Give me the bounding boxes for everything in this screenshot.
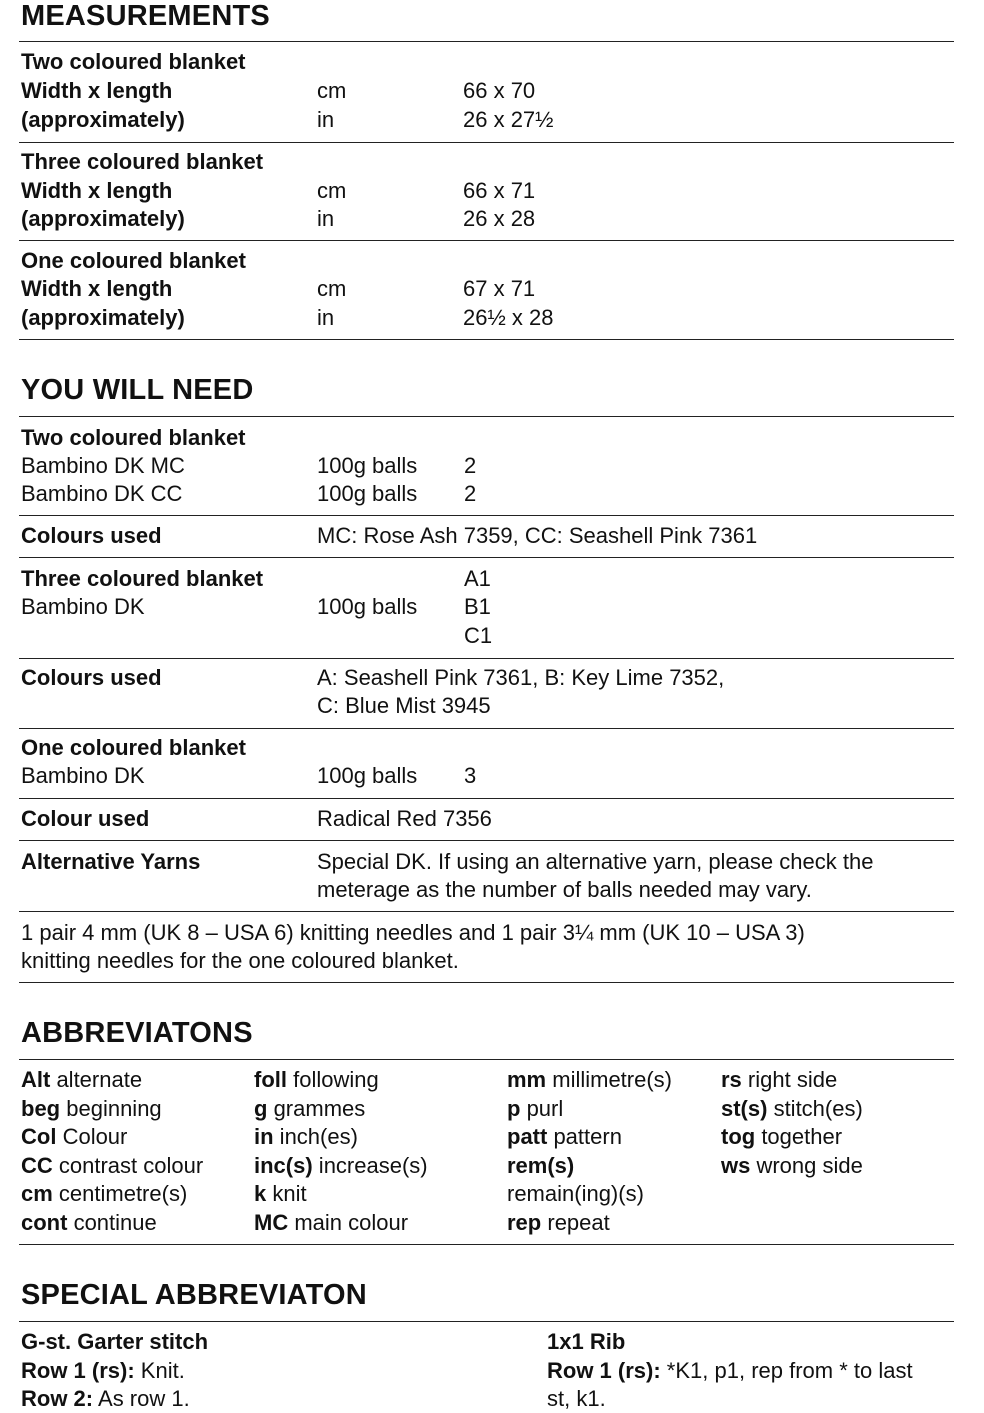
yarn-count: A1 — [464, 566, 491, 591]
abbreviation-item — [254, 1209, 408, 1238]
abbreviation-item — [507, 1066, 672, 1095]
abbreviation-meaning: right side — [741, 1067, 838, 1092]
divider — [19, 1059, 954, 1060]
colours-value: MC: Rose Ash 7359, CC: Seashell Pink 7361 — [317, 523, 758, 548]
size-cm: 67 x 71 — [463, 276, 536, 301]
stitch-row — [21, 1385, 190, 1413]
divider — [19, 142, 954, 143]
stitch-row-continued: st, k1. — [547, 1386, 606, 1411]
alt-text: Special DK. If using an alternative yarn, please check the — [317, 849, 874, 874]
abbreviation-key: st(s) — [721, 1095, 768, 1121]
abbreviation-meaning: alternate — [50, 1067, 143, 1092]
divider — [19, 728, 954, 729]
abbreviation-item — [721, 1123, 842, 1152]
stitch-row — [547, 1357, 913, 1385]
stitch-title: G-st. Garter stitch — [21, 1329, 209, 1354]
yarn-name: Bambino DK MC — [21, 453, 185, 478]
abbreviation-item — [507, 1180, 644, 1209]
yarn-count: B1 — [464, 594, 491, 619]
alt-label: Alternative Yarns — [21, 849, 201, 874]
row-text: As row 1. — [93, 1386, 190, 1411]
abbreviation-item — [21, 1209, 157, 1238]
colours-label: Colours used — [21, 523, 162, 548]
yarn-qty: 100g balls — [317, 453, 418, 478]
divider — [19, 557, 954, 558]
measurements-heading: MEASUREMENTS — [21, 0, 270, 32]
abbreviation-key: inc(s) — [254, 1152, 313, 1178]
size-in: 26 x 28 — [463, 206, 536, 231]
abbreviation-key: Alt — [21, 1067, 51, 1092]
you-will-need-heading: YOU WILL NEED — [21, 374, 254, 406]
unit-cm: cm — [317, 178, 347, 203]
block-title: Two coloured blanket — [21, 425, 246, 450]
colours-label: Colour used — [21, 806, 150, 831]
abbreviation-meaning: centimetre(s) — [52, 1181, 188, 1207]
row-label: Row 2: — [21, 1386, 94, 1411]
divider — [19, 911, 954, 912]
colours-value: Radical Red 7356 — [317, 806, 492, 831]
abbreviation-meaning: contrast colour — [52, 1152, 204, 1178]
abbreviation-key: rep — [507, 1210, 542, 1235]
size-in: 26½ x 28 — [463, 305, 554, 330]
abbreviation-meaning: repeat — [541, 1210, 610, 1235]
divider — [19, 1244, 954, 1245]
colours-value: A: Seashell Pink 7361, B: Key Lime 7352, — [317, 665, 725, 690]
abbreviation-item — [254, 1180, 307, 1209]
divider — [19, 840, 954, 841]
abbreviation-meaning: main colour — [288, 1210, 409, 1235]
colours-value: C: Blue Mist 3945 — [317, 693, 491, 718]
yarn-name: Bambino DK — [21, 594, 145, 619]
divider — [19, 515, 954, 516]
divider — [19, 416, 954, 417]
abbreviation-meaning: increase(s) — [312, 1152, 428, 1178]
abbreviation-meaning: together — [755, 1124, 843, 1150]
abbreviation-item — [21, 1066, 142, 1095]
abbreviation-key: patt — [507, 1124, 548, 1150]
abbreviation-meaning: remain(ing)(s) — [507, 1181, 644, 1207]
abbreviation-item — [21, 1180, 187, 1209]
abbreviation-item — [721, 1095, 863, 1124]
colours-label: Colours used — [21, 665, 162, 690]
abbreviation-item — [21, 1152, 203, 1181]
abbreviation-meaning: grammes — [267, 1095, 366, 1121]
row-text: Knit. — [134, 1358, 185, 1383]
block-label: (approximately) — [21, 206, 185, 231]
block-title: Three coloured blanket — [21, 566, 264, 591]
yarn-count: C1 — [464, 623, 493, 648]
row-label: Row 1 (rs): — [547, 1358, 661, 1383]
abbreviation-item — [721, 1152, 863, 1181]
abbreviation-item — [721, 1066, 837, 1095]
abbreviation-key: MC — [254, 1210, 289, 1235]
unit-in: in — [317, 107, 335, 132]
abbreviation-key: ws — [721, 1152, 751, 1178]
abbreviation-key: k — [254, 1181, 267, 1207]
abbreviation-key: p — [507, 1095, 521, 1121]
needles-text: 1 pair 4 mm (UK 8 – USA 6) knitting needles and 1 pair 3¼ mm (UK 10 – USA 3) — [21, 920, 805, 945]
stitch-row — [21, 1357, 185, 1385]
abbreviation-item — [21, 1123, 127, 1152]
abbreviation-meaning: beginning — [60, 1095, 162, 1121]
abbreviation-item — [254, 1095, 365, 1124]
abbreviation-item — [507, 1123, 622, 1152]
abbreviation-meaning: inch(es) — [273, 1124, 358, 1150]
abbreviation-key: cm — [21, 1181, 53, 1207]
block-label: (approximately) — [21, 107, 185, 132]
abbreviation-key: beg — [21, 1095, 61, 1121]
abbreviation-key: tog — [721, 1124, 756, 1150]
abbreviation-item — [21, 1095, 162, 1124]
abbreviation-meaning: wrong side — [750, 1152, 863, 1178]
divider — [19, 982, 954, 983]
special-abbreviation-heading: SPECIAL ABBREVIATON — [21, 1279, 367, 1311]
yarn-name: Bambino DK CC — [21, 481, 183, 506]
abbreviation-item — [254, 1066, 379, 1095]
stitch-title: 1x1 Rib — [547, 1329, 626, 1354]
abbreviation-key: mm — [507, 1067, 547, 1092]
unit-in: in — [317, 206, 335, 231]
needles-text: knitting needles for the one coloured blanket. — [21, 948, 459, 973]
unit-cm: cm — [317, 78, 347, 103]
unit-in: in — [317, 305, 335, 330]
abbreviation-item — [507, 1209, 610, 1238]
divider — [19, 658, 954, 659]
alt-text: meterage as the number of balls needed may vary. — [317, 877, 812, 902]
divider — [19, 41, 954, 42]
divider — [19, 240, 954, 241]
abbreviations-heading: ABBREVIATONS — [21, 1017, 253, 1049]
block-label: Width x length — [21, 78, 173, 103]
abbreviation-meaning: knit — [266, 1181, 307, 1207]
abbreviation-key: foll — [254, 1067, 287, 1092]
abbreviation-key: CC — [21, 1152, 53, 1178]
block-label: (approximately) — [21, 305, 185, 330]
yarn-count: 2 — [464, 481, 477, 506]
unit-cm: cm — [317, 276, 347, 301]
abbreviation-key: rem(s) — [507, 1152, 575, 1178]
abbreviation-key: in — [254, 1124, 274, 1150]
abbreviation-meaning: following — [287, 1067, 379, 1092]
yarn-qty: 100g balls — [317, 763, 418, 788]
abbreviation-key: rs — [721, 1067, 742, 1092]
block-label: Width x length — [21, 276, 173, 301]
abbreviation-meaning: stitch(es) — [767, 1095, 863, 1121]
yarn-count: 3 — [464, 763, 477, 788]
abbreviation-meaning: Colour — [56, 1124, 128, 1150]
size-in: 26 x 27½ — [463, 107, 554, 132]
abbreviation-meaning: millimetre(s) — [546, 1067, 673, 1092]
block-label: Width x length — [21, 178, 173, 203]
abbreviation-meaning: purl — [520, 1095, 564, 1121]
size-cm: 66 x 71 — [463, 178, 536, 203]
abbreviation-key: g — [254, 1095, 268, 1121]
block-title: Three coloured blanket — [21, 149, 264, 174]
divider — [19, 339, 954, 340]
abbreviation-key: Col — [21, 1124, 57, 1150]
abbreviation-item — [254, 1123, 358, 1152]
abbreviation-item — [254, 1152, 428, 1181]
block-title: Two coloured blanket — [21, 49, 246, 74]
yarn-name: Bambino DK — [21, 763, 145, 788]
divider — [19, 798, 954, 799]
row-text: *K1, p1, rep from * to last — [660, 1358, 913, 1383]
yarn-count: 2 — [464, 453, 477, 478]
block-title: One coloured blanket — [21, 248, 246, 273]
yarn-qty: 100g balls — [317, 481, 418, 506]
row-label: Row 1 (rs): — [21, 1358, 135, 1383]
divider — [19, 1321, 954, 1322]
abbreviation-meaning: continue — [67, 1210, 157, 1235]
yarn-qty: 100g balls — [317, 594, 418, 619]
abbreviation-key: cont — [21, 1210, 68, 1235]
size-cm: 66 x 70 — [463, 78, 536, 103]
abbreviation-meaning: pattern — [547, 1124, 622, 1150]
block-title: One coloured blanket — [21, 735, 246, 760]
abbreviation-item — [507, 1152, 574, 1181]
abbreviation-item — [507, 1095, 563, 1124]
